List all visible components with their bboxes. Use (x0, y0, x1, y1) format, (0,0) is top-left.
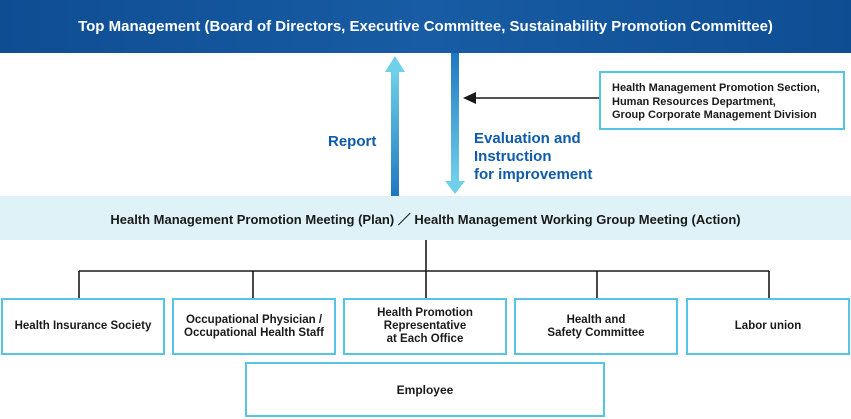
employee-label: Employee (396, 382, 454, 397)
health-safety-committee-box (514, 298, 678, 355)
health-promotion-line1: Health Promotion (377, 307, 473, 319)
health-safety-line1: Health and (566, 313, 626, 326)
occupational-physician-line2: Occupational Health Staff (184, 326, 324, 339)
org-tree-connectors (79, 240, 769, 298)
labor-union-box (686, 298, 850, 355)
evaluation-arrow (445, 53, 465, 194)
report-label: Report (328, 133, 377, 150)
health-safety-line2: Safety Committee (547, 326, 645, 339)
occupational-physician-line1: Occupational Physician / (185, 313, 323, 326)
health-promotion-line2: Representative (383, 320, 467, 332)
health-promotion-representative-box (343, 298, 507, 355)
health-insurance-society-box (1, 298, 165, 355)
evaluation-label-line1: Evaluation and (474, 130, 581, 147)
meeting-band (0, 196, 851, 240)
department-line3: Group Corporate Management Division (612, 109, 817, 121)
employee-box (245, 362, 605, 417)
evaluation-label-line2: Instruction (474, 148, 552, 165)
meeting-label: Health Management Promotion Meeting (Plan) ／ Health Management Working Group Meeting (Action) (110, 211, 741, 227)
occupational-physician-box (172, 298, 336, 355)
department-box (599, 71, 845, 130)
report-arrow (385, 56, 405, 196)
evaluation-label (474, 130, 592, 184)
department-pointer-arrow (463, 92, 599, 104)
health-insurance-society-label: Health Insurance Society (14, 320, 152, 332)
department-line1: Health Management Promotion Section, (612, 82, 820, 94)
department-line2: Human Resources Department, (612, 95, 776, 108)
evaluation-label-line3: for improvement (474, 166, 593, 183)
top-management-label: Top Management (Board of Directors, Executive Committee, Sustainability Promotion Committee) (78, 18, 773, 35)
labor-union-label: Labor union (734, 320, 802, 332)
health-promotion-line3: at Each Office (386, 333, 464, 345)
